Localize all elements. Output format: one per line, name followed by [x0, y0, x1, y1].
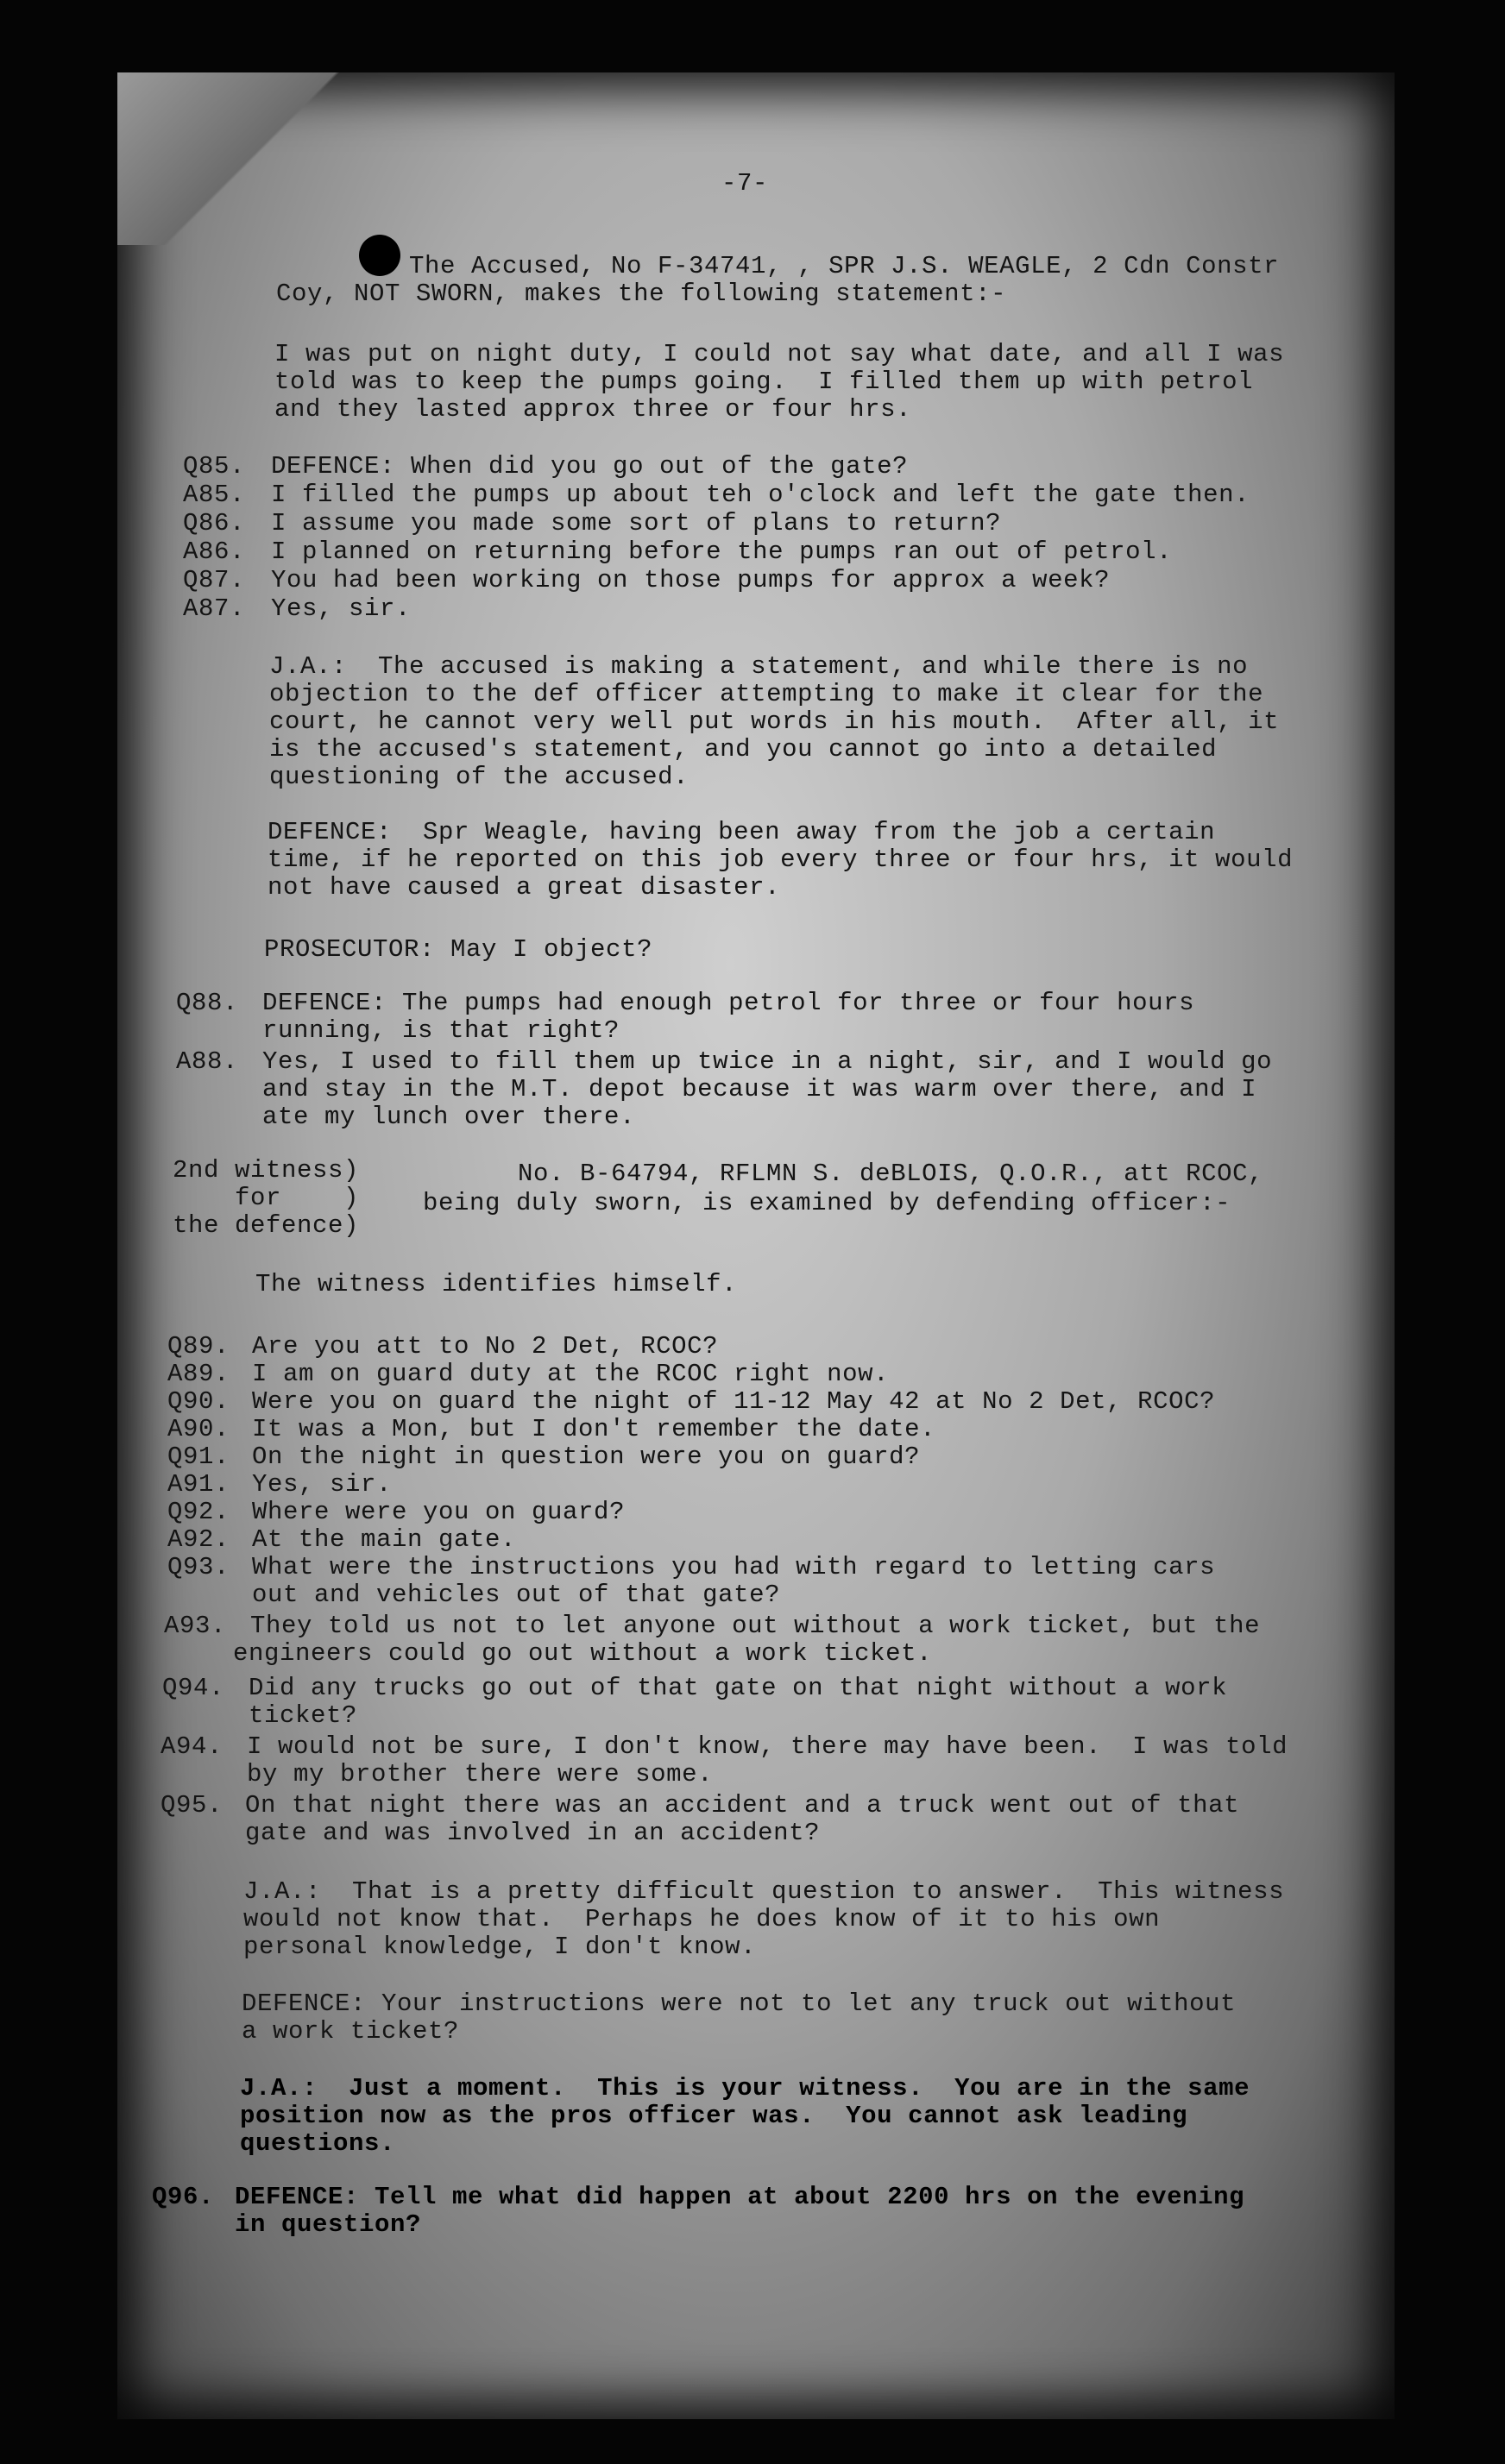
qa-text: At the main gate. — [252, 1525, 517, 1554]
qa-text: gate and was involved in an accident? — [245, 1819, 821, 1847]
qa-label: Q90. — [167, 1387, 230, 1416]
qa-text: by my brother there were some. — [247, 1760, 714, 1788]
qa-label: Q95. — [161, 1791, 224, 1820]
qa-text: DEFENCE: When did you go out of the gate? — [271, 452, 909, 481]
qa-text: I assume you made some sort of plans to return? — [271, 509, 1002, 537]
qa-label: A87. — [183, 594, 246, 623]
qa-label: A86. — [183, 537, 246, 566]
qa-text: On that night there was an accident and a truck went out of that — [245, 1791, 1240, 1820]
defence-remark-line: time, if he reported on this job every three or four hrs, it would — [268, 845, 1294, 874]
ja-remark-line: questioning of the accused. — [269, 763, 690, 791]
qa-text: It was a Mon, but I don't remember the date. — [252, 1415, 936, 1443]
qa-text: Were you on guard the night of 11-12 May 42 at No 2 Det, RCOC? — [252, 1387, 1216, 1416]
qa-text: On the night in question were you on guard? — [252, 1443, 921, 1471]
ja-remark-line: questions. — [240, 2129, 396, 2158]
ja-remark-line: J.A.: The accused is making a statement, and while there is no — [269, 652, 1249, 681]
qa-label: A88. — [176, 1047, 239, 1076]
qa-label: A90. — [167, 1415, 230, 1443]
ja-remark-line: personal knowledge, I don't know. — [243, 1933, 757, 1961]
qa-text: Yes, I used to fill them up twice in a night, sir, and I would go — [262, 1047, 1273, 1076]
ja-remark-line: is the accused's statement, and you cannot go into a detailed — [269, 735, 1218, 764]
qa-label: Q85. — [183, 452, 246, 481]
defence-remark-line: DEFENCE: Spr Weagle, having been away from the job a certain — [268, 818, 1216, 846]
qa-text: Yes, sir. — [252, 1470, 393, 1499]
qa-label: A94. — [161, 1732, 224, 1761]
qa-text: running, is that right? — [262, 1016, 620, 1045]
qa-text: I planned on returning before the pumps ran out of petrol. — [271, 537, 1173, 566]
witness-label-line: for ) — [173, 1184, 360, 1212]
qa-label: A89. — [167, 1360, 230, 1388]
witness-sworn: being duly sworn, is examined by defending officer:- — [423, 1189, 1231, 1217]
qa-text: Yes, sir. — [271, 594, 412, 623]
statement-intro-line-1: The Accused, No F-34741, , SPR J.S. WEAGLE, 2 Cdn Constr — [409, 252, 1280, 280]
qa-label: A92. — [167, 1525, 230, 1554]
qa-text: ate my lunch over there. — [262, 1103, 636, 1131]
qa-text: DEFENCE: The pumps had enough petrol for three or four hours — [262, 989, 1195, 1017]
prosecutor-remark: PROSECUTOR: May I object? — [264, 935, 653, 964]
page-number: -7- — [721, 169, 769, 198]
qa-text: Are you att to No 2 Det, RCOC? — [252, 1332, 719, 1361]
qa-text: Did any trucks go out of that gate on that night without a work — [249, 1674, 1228, 1702]
qa-label: A93. — [164, 1612, 227, 1640]
punch-hole — [359, 235, 400, 276]
ja-remark-line: position now as the pros officer was. You cannot ask leading — [240, 2102, 1188, 2130]
qa-label: Q92. — [167, 1498, 230, 1526]
ja-remark-line: court, he cannot very well put words in his mouth. After all, it — [269, 707, 1280, 736]
statement-body-line: and they lasted approx three or four hrs. — [274, 395, 912, 424]
ja-remark-line: J.A.: That is a pretty difficult question to answer. This witness — [243, 1877, 1285, 1906]
qa-label: Q93. — [167, 1553, 230, 1581]
qa-text: engineers could go out without a work ticket. — [233, 1639, 933, 1668]
ja-remark-line: would not know that. Perhaps he does know of it to his own — [243, 1905, 1161, 1933]
qa-label: Q88. — [176, 989, 239, 1017]
statement-intro-line-2: Coy, NOT SWORN, makes the following statement:- — [276, 280, 1007, 308]
qa-label: Q86. — [183, 509, 246, 537]
statement-body-line: told was to keep the pumps going. I filled them up with petrol — [274, 368, 1254, 396]
qa-text: You had been working on those pumps for approx a week? — [271, 566, 1111, 594]
statement-body-line: I was put on night duty, I could not say what date, and all I was — [274, 340, 1285, 368]
qa-label: Q89. — [167, 1332, 230, 1361]
qa-text: and stay in the M.T. depot because it was warm over there, and I — [262, 1075, 1257, 1103]
qa-label: Q87. — [183, 566, 246, 594]
defence-remark-line: DEFENCE: Your instructions were not to let any truck out without — [242, 1989, 1237, 2018]
witness-identifies: The witness identifies himself. — [255, 1270, 738, 1298]
torn-corner — [117, 72, 342, 245]
qa-text: I would not be sure, I don't know, there may have been. I was told — [247, 1732, 1288, 1761]
defence-remark-line: not have caused a great disaster. — [268, 873, 781, 902]
qa-label: A91. — [167, 1470, 230, 1499]
witness-label-line: the defence) — [173, 1211, 360, 1240]
document-page — [117, 72, 1395, 2419]
qa-label: Q94. — [162, 1674, 225, 1702]
qa-text: I filled the pumps up about teh o'clock and left the gate then. — [271, 481, 1250, 509]
qa-label: Q96. — [152, 2183, 215, 2211]
qa-text: They told us not to let anyone out without a work ticket, but the — [250, 1612, 1261, 1640]
qa-text: Where were you on guard? — [252, 1498, 626, 1526]
witness-identity: No. B-64794, RFLMN S. deBLOIS, Q.O.R., att RCOC, — [518, 1160, 1264, 1188]
qa-text: out and vehicles out of that gate? — [252, 1581, 781, 1609]
qa-text: ticket? — [249, 1701, 358, 1730]
qa-text: What were the instructions you had with regard to letting cars — [252, 1553, 1216, 1581]
qa-text: in question? — [235, 2210, 422, 2239]
qa-text: I am on guard duty at the RCOC right now. — [252, 1360, 890, 1388]
defence-remark-line: a work ticket? — [242, 2017, 460, 2046]
qa-text: DEFENCE: Tell me what did happen at about 2200 hrs on the evening — [235, 2183, 1245, 2211]
ja-remark-line: objection to the def officer attempting to make it clear for the — [269, 680, 1264, 708]
qa-label: Q91. — [167, 1443, 230, 1471]
qa-label: A85. — [183, 481, 246, 509]
ja-remark-line: J.A.: Just a moment. This is your witness. You are in the same — [240, 2074, 1250, 2103]
witness-label-line: 2nd witness) — [173, 1156, 360, 1185]
